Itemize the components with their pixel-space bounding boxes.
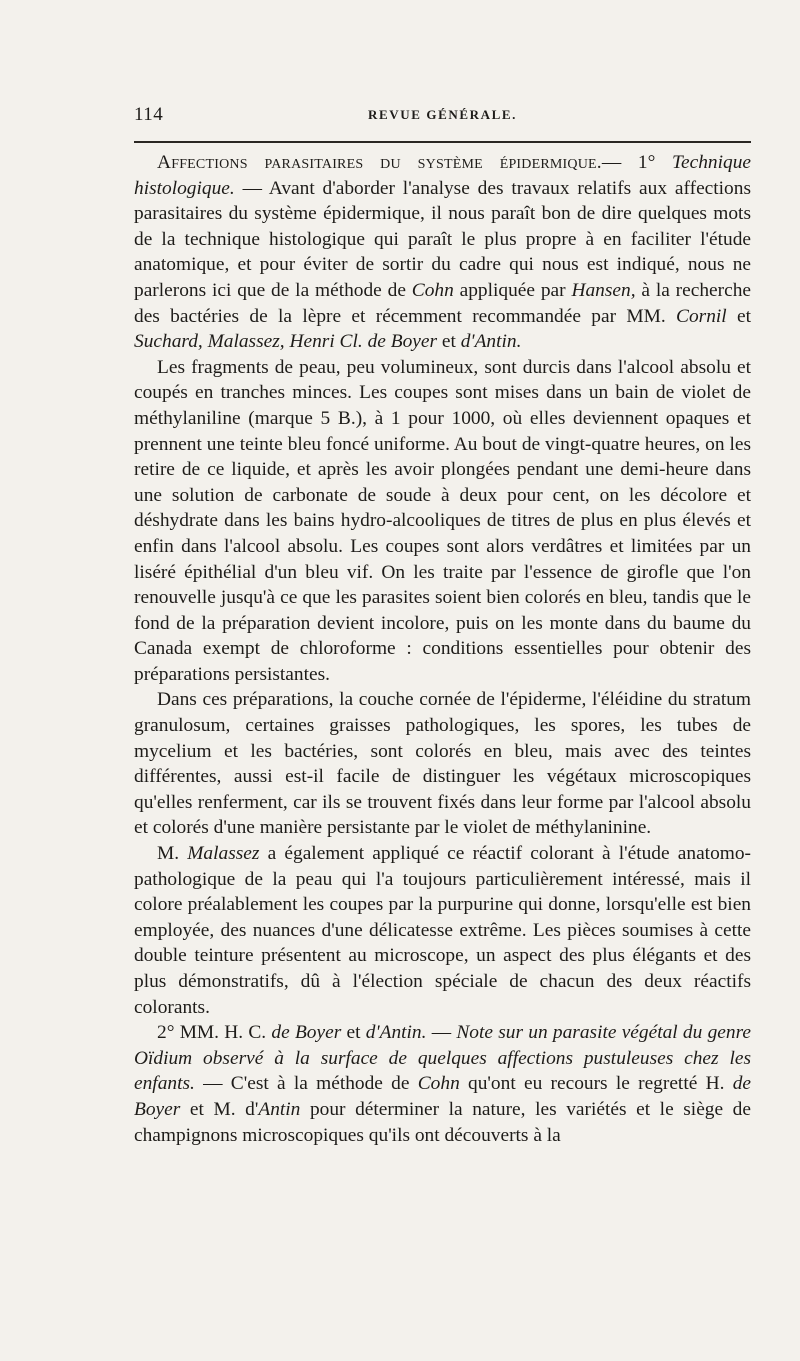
- paragraph-text: appliquée par: [453, 279, 572, 301]
- author-name: Cohn: [417, 1073, 460, 1095]
- author-name: Hansen,: [571, 279, 636, 301]
- section-subheading: Technique histologique.: [134, 152, 751, 199]
- paragraph-5: [134, 1020, 751, 1148]
- paragraph-text: —: [426, 1022, 457, 1044]
- paragraph-text: et: [341, 1022, 366, 1044]
- paragraph-text: 2° MM. H. C.: [157, 1022, 272, 1044]
- heading-number: — 1°: [601, 152, 672, 173]
- author-name: de Boyer: [134, 1073, 752, 1120]
- author-names: Suchard, Malassez, Henri Cl. de Boyer: [134, 331, 438, 353]
- running-head: [134, 104, 751, 134]
- paragraph-1: [134, 150, 751, 355]
- author-name: Malassez: [187, 843, 260, 865]
- paragraph-text: qu'ont eu recours le regretté H.: [459, 1073, 733, 1095]
- paragraph-text: à la recherche des bactéries de la lèpre et récemment recommandée par MM.: [134, 279, 751, 327]
- running-title: REVUE GÉNÉRALE.: [368, 107, 517, 122]
- article-title: Note sur un parasite végétal du genre Oïdium observé à la surface de quelques affections pustuleuses chez les enfants.: [134, 1022, 751, 1095]
- paragraph-text: a également appliqué ce réactif colorant à l'étude anatomo-pathologique de la peau qui l'a toujours particulièrement intéressé, mais il colore préalablement les coupes par la purpurine qui donne, lorsqu'elle est bien employée, des nuances d'une délicatesse extrême. Les pièces soumises à cette double teinture présentent au microscope, un aspect des plus élégants et des plus démonstratifs, dû à l'élection spéciale de chacun des deux réactifs colorants.: [134, 843, 751, 1018]
- author-name: d'Antin.: [365, 1022, 427, 1044]
- paragraph-text: — C'est à la méthode de: [194, 1073, 418, 1095]
- author-name: Cornil: [676, 305, 727, 327]
- header-rule: [134, 141, 751, 143]
- page-number: 114: [134, 104, 164, 125]
- paragraph-2: Les fragments de peau, peu volumineux, sont durcis dans l'alcool absolu et coupés en tranches minces. Les coupes sont mises dans un bain de violet de méthylaniline (marque 5 B.), à 1 pour 1000, où elles deviennent opaques et prennent une teinte bleu foncé uniforme. Au bout de vingt-quatre heures, on les retire de ce liquide, et après les avoir plongées pendant une demi-heure dans une solution de carbonate de soude à deux pour cent, on les décolore et déshydrate dans les bains hydro-alcooliques de titres de plus en plus élevés et enfin dans l'alcool absolu. Les coupes sont alors verdâtres et limitées par un liséré épithélial d'un bleu vif. On les traite par l'essence de girofle que l'on renouvelle jusqu'à ce que les parasites soient bien colorés en bleu, tandis que le fond de la préparation devient incolore, puis on les monte dans du baume du Canada exempt de chloroforme : conditions essentielles pour obtenir des préparations persistantes.: [134, 356, 751, 685]
- author-name: de Boyer: [271, 1022, 342, 1044]
- paragraph-text: M.: [157, 843, 188, 865]
- paragraph-text: et: [437, 331, 461, 353]
- paragraph-text: et M. d': [180, 1098, 259, 1120]
- paragraph-3: Dans ces préparations, la couche cornée de l'épiderme, l'éléidine du stratum granulosum, certaines graisses pathologiques, les spores, les tubes de mycelium et les bactéries, sont colorés en bleu, mais avec des teintes différentes, aussi est-il facile de distinguer les végétaux microscopiques qu'elles renferment, car ils se trouvent fixés dans leur forme par l'alcool absolu et colorés d'une manière persistante par le violet de méthylaninine.: [134, 689, 751, 839]
- paragraph-text: pour déterminer la nature, les variétés et le siège de champignons microscopiques qu'ils ont découverts à la: [134, 1098, 751, 1146]
- body-text: [134, 150, 751, 1148]
- paragraph-text: — Avant d'aborder l'analyse des travaux relatifs aux affections parasitaires du système épidermique, il nous paraît bon de dire quelques mots de la technique histologique qui paraît le plus propre à en faciliter l'étude anatomique, et pour éviter de sortir du cadre qui nous est indiqué, nous ne parlerons ici que de la méthode de: [134, 177, 751, 301]
- author-name: d'Antin.: [460, 331, 522, 353]
- paragraph-text: et: [726, 305, 751, 327]
- author-name: Cohn: [411, 279, 454, 301]
- author-name: Antin: [258, 1098, 301, 1120]
- section-heading: Affections parasitaires du système épidermique.: [157, 152, 602, 173]
- paragraph-4: [134, 841, 751, 1020]
